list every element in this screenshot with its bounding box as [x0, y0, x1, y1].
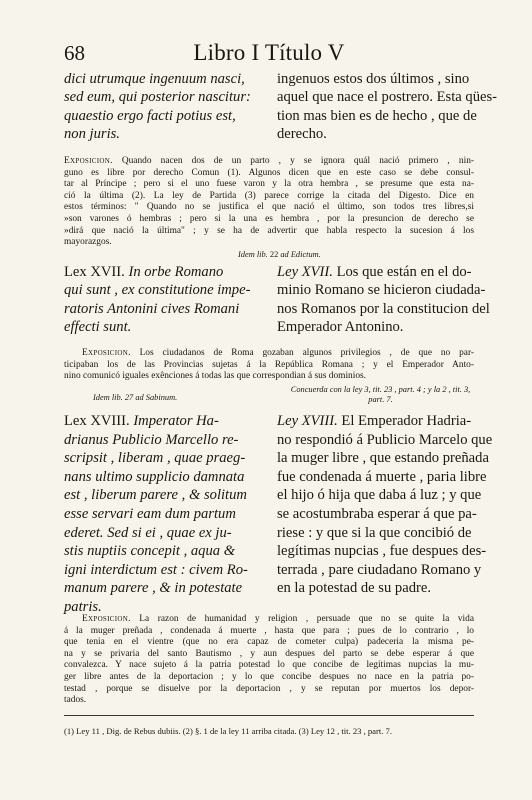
- page-header: [64, 40, 474, 66]
- latin-line: non juris.: [64, 125, 120, 142]
- exposicion-line: mayorazgos.: [64, 237, 112, 248]
- spanish-line: aquel que nace el postrero. Esta qües-: [277, 89, 498, 106]
- latin-column: [64, 70, 259, 143]
- latin-line: est , liberum parere , & solitum: [64, 487, 247, 504]
- law-number-latin: Lex XVII.: [64, 264, 125, 280]
- exposicion-line: tar al Príncipe ; pero si el uno fuese varon y la otra hembra , se presume que esta na-: [64, 179, 474, 190]
- spanish-column: [277, 70, 498, 143]
- exposicion-line: tados.: [64, 695, 87, 706]
- spanish-line: riese : y que si la que concibió de: [277, 524, 472, 541]
- latin-line: stis nuptiis concepit , aqua &: [64, 543, 236, 560]
- exposicion-label: Exposicion.: [64, 156, 113, 166]
- latin-line: effecti sunt.: [64, 318, 132, 335]
- latin-line: Lex XVII. In orbe Romano: [64, 264, 224, 280]
- law-number-spanish: Ley XVIII.: [277, 413, 338, 429]
- spanish-line: ingenuos estos dos últimos , sino: [277, 71, 470, 87]
- spanish-line: se acostumbraba esperar á que pa-: [277, 505, 477, 522]
- exposicion-label: Exposicion.: [82, 348, 131, 358]
- exposicion-line: á la muger preñada , condenada á muerte , hasta que para ; pues de lo contrario , lo: [64, 625, 474, 636]
- spanish-line: terrada , pare ciudadano Romano y: [277, 561, 482, 578]
- latin-line: ederet. Sed si ei , quae ex ju-: [64, 524, 232, 541]
- exposicion-line: convalezca. Y nace sujeto á la patria potestad lo que concibe de legítimas nupcias la mu-: [64, 660, 474, 671]
- exposicion-line: »son varones ó hembras ; pero si la una es hembra , por la presuncion de derecho se: [64, 213, 474, 224]
- page-number: 68: [64, 41, 85, 65]
- latin-line: dici utrumque ingenuum nasci,: [64, 71, 245, 87]
- running-title: Libro I Título V: [193, 40, 345, 65]
- spanish-line: nos Romanos por la constitucion del: [277, 300, 490, 317]
- source-citation: Idem lib. 22 ad Edictum.: [238, 250, 321, 259]
- latin-line: manum parere , & in potestate: [64, 580, 243, 597]
- exposicion-paragraph: [64, 156, 474, 249]
- exposicion-label: Exposicion.: [82, 614, 131, 624]
- law-number-latin: Lex XVIII.: [64, 413, 130, 429]
- exposicion-line: ger libre antes de la deportacion ; y lo que concibe despues no nace en la patria po-: [64, 671, 474, 682]
- latin-line: qui sunt , ex constitutione impe-: [64, 282, 251, 299]
- latin-line: drianus Publicio Marcello re-: [64, 431, 239, 448]
- latin-line: ratoris Antonini cives Romani: [64, 300, 240, 317]
- latin-line: nans ultimo supplicio damnata: [64, 468, 245, 485]
- law-number-spanish: Ley XVII.: [277, 264, 333, 280]
- spanish-line: derecho.: [277, 125, 327, 142]
- spanish-line: legítimas nupcias , fue despues des-: [277, 543, 487, 560]
- exposicion-line: nino comunicó iguales exênciones á todas las que correspondian á sus dominios.: [64, 371, 367, 382]
- spanish-line: Ley XVIII. El Emperador Hadria-: [277, 413, 472, 429]
- concordance-note: Concuerda con la ley 3, tit. 23 , part. 4 ; y la 2 , tit. 3, part. 7.: [290, 385, 471, 404]
- exposicion-line: »dirá que nació la última" ; y se ha de advertir que habla respecto la sucesion á los: [64, 225, 474, 236]
- latin-column: [64, 263, 259, 336]
- exposicion-line: que tenia en el vientre (que no era capaz de cometer culpa) padeceria la misma pe-: [64, 637, 474, 648]
- spanish-line: minio Romano se hicieron ciudada-: [277, 282, 486, 299]
- exposicion-line: ticipaban los de las Provincias sujetas á la República Romana ; y el Emperador Anto-: [64, 359, 474, 370]
- exposicion-line: Exposicion. Los ciudadanos de Roma gozaban algunos privilegios , de que no par-: [82, 348, 474, 358]
- footnotes: (1) Ley 11 , Dig. de Rebus dubiis. (2) §. 1 de la ley 11 arriba citada. (3) Ley 12 , tit. 23 , part. 7.: [64, 726, 392, 736]
- exposicion-paragraph: [64, 348, 474, 383]
- latin-line: esse servari eam dum partum: [64, 505, 236, 522]
- exposicion-line: na y se privaria del santo Bautismo , y aun despues del parto se debe esperar á que: [64, 648, 474, 659]
- spanish-column: [277, 263, 490, 336]
- spanish-line: en la potestad de su padre.: [277, 580, 431, 597]
- spanish-line: no respondió á Publicio Marcelo que: [277, 431, 493, 448]
- latin-line: scripsit , liberam , quae praeg-: [64, 450, 246, 467]
- latin-line: patris.: [64, 598, 102, 615]
- exposicion-line: Exposicion. La razon de humanidad y religion , persuade que no se quite la vida: [82, 614, 474, 624]
- footnote-rule: [64, 715, 474, 716]
- spanish-line: Ley XVII. Los que están en el do-: [277, 264, 472, 280]
- spanish-line: la muger libre , que estando preñada: [277, 450, 489, 467]
- spanish-line: fue condenada á muerte , paria libre: [277, 468, 487, 485]
- latin-column: [64, 412, 259, 617]
- latin-line: Lex XVIII. Imperator Ha-: [64, 413, 219, 429]
- exposicion-line: guno es libre por derecho Comun (1). Algunos dicen que en este caso se debe consul-: [64, 167, 474, 178]
- latin-line: igni interdictum est : civem Ro-: [64, 561, 248, 578]
- exposicion-line: ció la última (2). La ley de Partida (3) parece corrige la citada del Digesto. Dice en: [64, 190, 474, 201]
- source-citation: Idem lib. 27 ad Sabinum.: [93, 393, 178, 402]
- exposicion-line: testad , porque se disuelve por la deportacion , y se reputan por muertos los depor-: [64, 683, 474, 694]
- latin-line: sed eum, qui posterior nascitur:: [64, 89, 251, 106]
- spanish-line: tion mas bien es de hecho , que de: [277, 107, 477, 124]
- spanish-column: [277, 412, 493, 598]
- spanish-line: Emperador Antonino.: [277, 318, 404, 335]
- exposicion-line: Exposicion. Quando nacen dos de un parto , y se ignora quál nació primero , nin-: [64, 156, 474, 166]
- latin-line: quaestio ergo facti potius est,: [64, 107, 236, 124]
- spanish-line: el hijo ó hija que daba á luz ; y que: [277, 487, 482, 504]
- exposicion-line: estos términos: " Quando no se justifica el que nació el último, son todos tres libres,si: [64, 202, 474, 213]
- exposicion-paragraph: [64, 614, 474, 707]
